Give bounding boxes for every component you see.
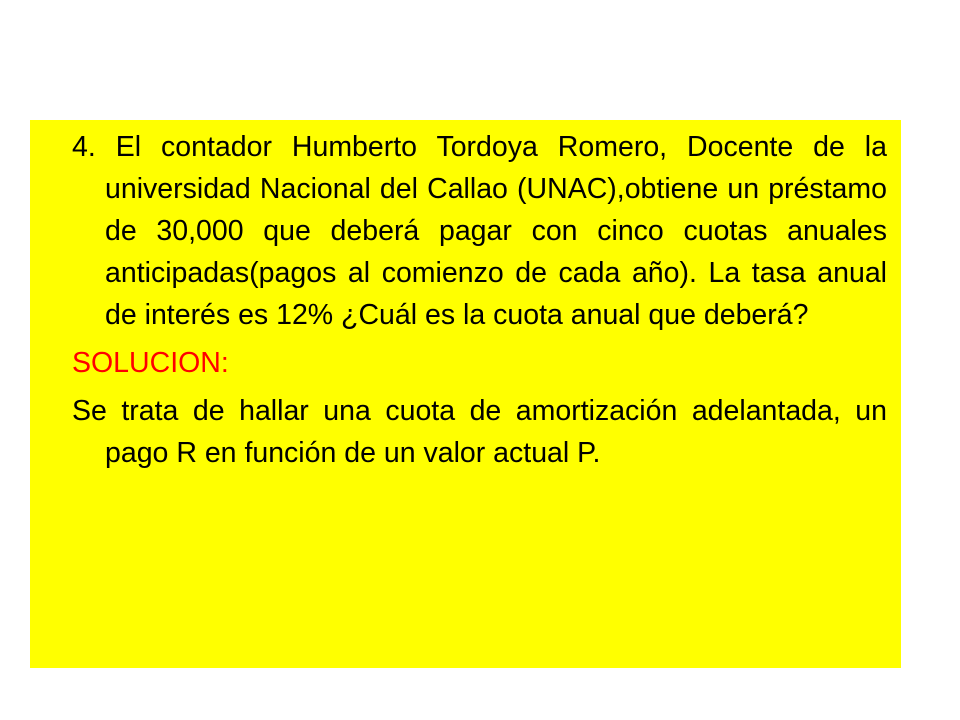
- problem-text: 4. El contador Humberto Tordoya Romero, Docente de la universidad Nacional del Callao (UNAC),obtiene un préstamo de 30,000 que deberá pagar con cinco cuotas anuales anticipadas(pagos al comienzo de cada año). La tasa anual de interés es 12% ¿Cuál es la cuota anual que deberá?: [72, 131, 887, 331]
- solution-heading: SOLUCION:: [72, 347, 229, 379]
- solution-text: Se trata de hallar una cuota de amortización adelantada, un pago R en función de un valor actual P.: [72, 395, 887, 469]
- content-box: [30, 120, 901, 668]
